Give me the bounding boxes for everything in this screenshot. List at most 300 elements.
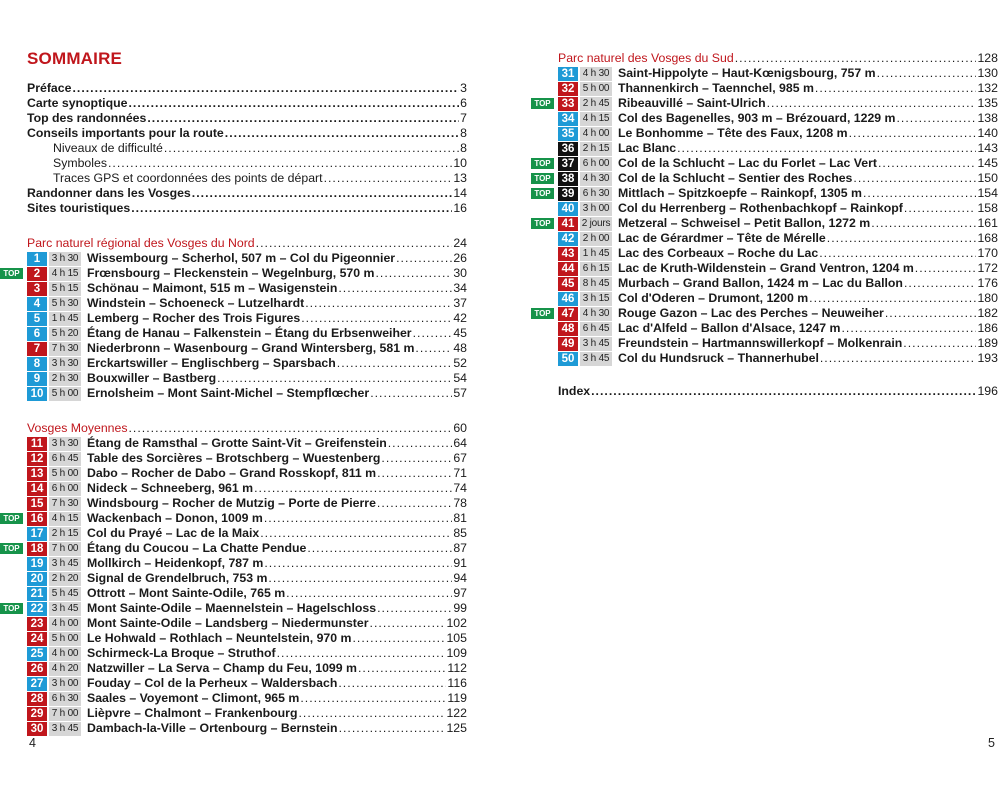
dot-leader	[300, 691, 446, 706]
hike-title: Table des Sorcières – Brotschberg – Wuestenberg	[87, 451, 381, 465]
hike-duration: 4 h 00	[580, 127, 612, 141]
hike-title: Le Bonhomme – Tête des Faux, 1208 m	[618, 126, 848, 140]
hike-title: Thannenkirch – Taennchel, 985 m	[618, 81, 814, 95]
hike-page: 130	[977, 66, 998, 80]
entry-page: 8	[460, 126, 467, 140]
hike-duration: 6 h 45	[580, 322, 612, 336]
hike-page: 74	[453, 481, 467, 495]
hike-number: 23	[27, 617, 47, 631]
hike-entry[interactable]	[558, 351, 998, 366]
hike-entry[interactable]	[27, 466, 467, 481]
dot-leader	[381, 451, 452, 466]
hike-number: 16	[27, 512, 47, 526]
hike-page: 94	[453, 571, 467, 585]
hike-entry[interactable]	[27, 661, 467, 676]
hike-title: Erckartswiller – Englischberg – Sparsbach	[87, 356, 336, 370]
hike-title: Lac des Corbeaux – Roche du Lac	[618, 246, 819, 260]
hike-number: 50	[558, 352, 578, 366]
dot-leader	[849, 126, 977, 141]
entry-page: 13	[453, 171, 467, 185]
entry-page: 7	[460, 111, 467, 125]
entry-label: Carte synoptique	[27, 96, 128, 110]
hike-entry[interactable]	[27, 356, 467, 371]
hike-entry[interactable]	[27, 251, 467, 266]
hike-duration: 5 h 00	[49, 467, 81, 481]
hike-entry[interactable]	[558, 291, 998, 306]
hike-entry[interactable]	[27, 616, 467, 631]
hike-duration: 6 h 45	[49, 452, 81, 466]
toc-entry[interactable]	[27, 111, 467, 126]
hike-entry[interactable]	[27, 341, 467, 356]
dot-leader	[164, 141, 459, 156]
top-badge: TOP	[531, 308, 554, 319]
dot-leader	[338, 676, 446, 691]
hike-duration: 3 h 45	[580, 337, 612, 351]
hike-entry[interactable]	[534, 171, 998, 186]
dot-leader	[370, 386, 452, 401]
hike-title: Windsbourg – Rocher de Mutzig – Porte de Pierre	[87, 496, 376, 510]
dot-leader	[815, 81, 977, 96]
hike-number: 2	[27, 267, 47, 281]
hike-duration: 3 h 45	[49, 557, 81, 571]
toc-entry[interactable]	[27, 201, 467, 216]
hike-duration: 5 h 00	[580, 82, 612, 96]
hike-duration: 4 h 00	[49, 617, 81, 631]
entry-label: Conseils importants pour la route	[27, 126, 224, 140]
hike-duration: 2 h 45	[580, 97, 612, 111]
hike-number: 22	[27, 602, 47, 616]
dot-leader	[853, 171, 976, 186]
hike-title: Freundstein – Hartmannswillerkopf – Molkenrain	[618, 336, 903, 350]
hike-duration: 6 h 15	[580, 262, 612, 276]
hike-number: 30	[27, 722, 47, 736]
entry-page: 14	[453, 186, 467, 200]
hike-entry[interactable]	[27, 691, 467, 706]
top-badge: TOP	[0, 543, 23, 554]
hike-duration: 4 h 00	[49, 647, 81, 661]
page-number-right: 5	[988, 736, 995, 750]
hike-entry[interactable]	[534, 306, 998, 321]
hike-duration: 4 h 15	[49, 267, 81, 281]
hike-duration: 7 h 30	[49, 342, 81, 356]
hike-duration: 6 h 30	[49, 692, 81, 706]
hike-page: 30	[453, 266, 467, 280]
hike-page: 102	[446, 616, 467, 630]
dot-leader	[339, 721, 446, 736]
hike-number: 26	[27, 662, 47, 676]
hike-entry[interactable]	[27, 436, 467, 451]
front-matter-list	[27, 81, 467, 216]
hike-page: 112	[447, 661, 467, 675]
hike-page: 168	[977, 231, 998, 245]
page-number-left: 4	[29, 736, 36, 750]
hike-page: 193	[977, 351, 998, 365]
toc-entry[interactable]	[27, 186, 467, 201]
hike-title: Schirmeck-La Broque – Struthof	[87, 646, 276, 660]
hike-page: 91	[453, 556, 467, 570]
hike-number: 12	[27, 452, 47, 466]
hike-number: 44	[558, 262, 578, 276]
entry-label: Niveaux de difficulté	[53, 141, 163, 155]
dot-leader	[735, 51, 977, 66]
dot-leader	[277, 646, 446, 661]
hike-entry[interactable]	[558, 201, 998, 216]
hike-duration: 4 h 15	[580, 112, 612, 126]
hike-entry[interactable]	[27, 721, 467, 736]
toc-entry[interactable]	[27, 126, 467, 141]
entry-page: 10	[453, 156, 467, 170]
hike-number: 48	[558, 322, 578, 336]
dot-leader	[128, 96, 459, 111]
dot-leader	[915, 261, 977, 276]
hike-title: Mont Sainte-Odile – Landsberg – Niedermunster	[87, 616, 369, 630]
dot-leader	[72, 81, 459, 96]
dot-leader	[842, 321, 977, 336]
dot-leader	[904, 201, 977, 216]
hike-title: Saint-Hippolyte – Haut-Kœnigsbourg, 757 m	[618, 66, 876, 80]
hike-title: Col du Prayé – Lac de la Maix	[87, 526, 260, 540]
hike-duration: 3 h 45	[49, 722, 81, 736]
hike-entry[interactable]	[27, 326, 467, 341]
hike-entry[interactable]	[534, 156, 998, 171]
entry-label: Symboles	[53, 156, 107, 170]
dot-leader	[129, 421, 453, 436]
hike-title: Wackenbach – Donon, 1009 m	[87, 511, 263, 525]
hike-title: Bouxwiller – Bastberg	[87, 371, 217, 385]
hike-duration: 4 h 20	[49, 662, 81, 676]
hike-entry[interactable]	[534, 186, 998, 201]
dot-leader	[225, 126, 459, 141]
dot-leader	[871, 216, 976, 231]
hike-page: 170	[977, 246, 998, 260]
hike-duration: 3 h 45	[580, 352, 612, 366]
dot-leader	[396, 251, 452, 266]
entry-label: Top des randonnées	[27, 111, 147, 125]
top-badge: TOP	[531, 173, 554, 184]
hike-page: 132	[977, 81, 998, 95]
dot-leader	[897, 111, 977, 126]
hike-number: 9	[27, 372, 47, 386]
dot-leader	[260, 526, 452, 541]
hike-page: 99	[453, 601, 467, 615]
hike-entry[interactable]	[534, 96, 998, 111]
hike-number: 7	[27, 342, 47, 356]
hike-entry[interactable]	[27, 631, 467, 646]
entry-label: Traces GPS et coordonnées des points de départ	[53, 171, 323, 185]
hike-title: Lièpvre – Chalmont – Frankenbourg	[87, 706, 298, 720]
hike-title: Mont Sainte-Odile – Maennelstein – Hagelschloss	[87, 601, 377, 615]
hike-entry[interactable]	[558, 261, 998, 276]
hike-entry[interactable]	[27, 556, 467, 571]
hike-entry[interactable]	[27, 451, 467, 466]
dot-leader	[217, 371, 452, 386]
hike-duration: 5 h 15	[49, 282, 81, 296]
hike-entry[interactable]	[558, 321, 998, 336]
dot-leader	[338, 281, 452, 296]
hike-entry[interactable]	[27, 371, 467, 386]
hike-entry[interactable]	[27, 481, 467, 496]
hike-title: Frœnsbourg – Fleckenstein – Wegelnburg, 570 m	[87, 266, 375, 280]
hike-duration: 7 h 30	[49, 497, 81, 511]
hike-title: Fouday – Col de la Perheux – Waldersbach	[87, 676, 338, 690]
hike-page: 34	[453, 281, 467, 295]
dot-leader	[903, 336, 976, 351]
hike-duration: 5 h 45	[49, 587, 81, 601]
hike-title: Saales – Voyemont – Climont, 965 m	[87, 691, 300, 705]
toc-entry[interactable]	[27, 171, 467, 186]
hike-page: 57	[453, 386, 467, 400]
hike-duration: 3 h 30	[49, 437, 81, 451]
dot-leader	[767, 96, 977, 111]
dot-leader	[677, 141, 976, 156]
hike-entry[interactable]	[558, 231, 998, 246]
hike-page: 78	[453, 496, 467, 510]
hike-number: 28	[27, 692, 47, 706]
dot-leader	[863, 186, 977, 201]
hike-title: Étang de Hanau – Falkenstein – Étang du Erbsenweiher	[87, 326, 412, 340]
hike-title: Col d'Oderen – Drumont, 1200 m	[618, 291, 809, 305]
hike-entry[interactable]	[558, 336, 998, 351]
hike-duration: 3 h 00	[49, 677, 81, 691]
hike-duration: 4 h 15	[49, 512, 81, 526]
toc-entry[interactable]	[27, 156, 467, 171]
hike-entry[interactable]	[27, 526, 467, 541]
page-title: SOMMAIRE	[27, 49, 123, 68]
dot-leader	[352, 631, 445, 646]
dot-leader	[298, 706, 445, 721]
dot-leader	[254, 481, 452, 496]
hike-page: 145	[977, 156, 998, 170]
hike-page: 186	[977, 321, 998, 335]
hike-number: 17	[27, 527, 47, 541]
dot-leader	[878, 156, 976, 171]
hike-number: 21	[27, 587, 47, 601]
dot-leader	[415, 341, 452, 356]
hike-page: 135	[977, 96, 998, 110]
hike-page: 85	[453, 526, 467, 540]
hike-entry[interactable]	[27, 586, 467, 601]
hike-page: 158	[977, 201, 998, 215]
toc-entry[interactable]	[27, 141, 467, 156]
index-entry[interactable]	[558, 384, 998, 399]
hike-page: 138	[977, 111, 998, 125]
hike-title: Ernolsheim – Mont Saint-Michel – Stempflœcher	[87, 386, 370, 400]
hike-number: 5	[27, 312, 47, 326]
entry-page: 3	[460, 81, 467, 95]
hike-number: 4	[27, 297, 47, 311]
hike-page: 176	[977, 276, 998, 290]
hike-title: Étang du Coucou – La Chatte Pendue	[87, 541, 307, 555]
entry-page: 60	[453, 421, 467, 435]
hike-number: 49	[558, 337, 578, 351]
hike-number: 19	[27, 557, 47, 571]
hike-duration: 7 h 00	[49, 707, 81, 721]
entry-page: 128	[977, 51, 998, 65]
hike-duration: 1 h 45	[580, 247, 612, 261]
hike-duration: 6 h 30	[580, 187, 612, 201]
hike-page: 180	[977, 291, 998, 305]
hike-title: Murbach – Grand Ballon, 1424 m – Lac du Ballon	[618, 276, 903, 290]
hike-entry[interactable]	[558, 81, 998, 96]
hike-number: 20	[27, 572, 47, 586]
hike-page: 52	[453, 356, 467, 370]
hike-entry[interactable]	[3, 511, 467, 526]
hike-title: Windstein – Schoeneck – Lutzelhardt	[87, 296, 305, 310]
hike-number: 3	[27, 282, 47, 296]
hike-title: Mittlach – Spitzkoepfe – Rainkopf, 1305 m	[618, 186, 862, 200]
entry-label: Randonner dans les Vosges	[27, 186, 191, 200]
hike-duration: 2 h 30	[49, 372, 81, 386]
region-heading[interactable]	[558, 51, 998, 66]
hike-duration: 3 h 30	[49, 252, 81, 266]
dot-leader	[375, 266, 452, 281]
dot-leader	[809, 291, 976, 306]
hike-page: 54	[453, 371, 467, 385]
dot-leader	[413, 326, 453, 341]
hike-entry[interactable]	[27, 646, 467, 661]
hike-entry[interactable]	[27, 386, 467, 401]
dot-leader	[885, 306, 977, 321]
hike-page: 26	[453, 251, 467, 265]
hike-number: 34	[558, 112, 578, 126]
hike-title: Col de la Schlucht – Sentier des Roches	[618, 171, 853, 185]
hike-page: 154	[977, 186, 998, 200]
hike-page: 48	[453, 341, 467, 355]
hike-entry[interactable]	[558, 276, 998, 291]
left-sections	[3, 236, 467, 736]
entry-page: 6	[460, 96, 467, 110]
hike-number: 18	[27, 542, 47, 556]
hike-number: 45	[558, 277, 578, 291]
hike-duration: 2 h 20	[49, 572, 81, 586]
hike-entry[interactable]	[558, 141, 998, 156]
region-heading[interactable]	[27, 236, 467, 251]
hike-title: Dabo – Rocher de Dabo – Grand Rosskopf, 811 m	[87, 466, 377, 480]
hike-duration: 4 h 30	[580, 307, 612, 321]
toc-entry[interactable]	[27, 81, 467, 96]
hike-duration: 2 h 15	[580, 142, 612, 156]
hike-title: Mollkirch – Heidenkopf, 787 m	[87, 556, 264, 570]
hike-entry[interactable]	[3, 266, 467, 281]
hike-number: 10	[27, 387, 47, 401]
hike-number: 33	[558, 97, 578, 111]
hike-title: Ottrott – Mont Sainte-Odile, 765 m	[87, 586, 286, 600]
hike-duration: 6 h 00	[580, 157, 612, 171]
hike-title: Col du Herrenberg – Rothenbachkopf – Rainkopf	[618, 201, 903, 215]
hike-number: 38	[558, 172, 578, 186]
region-heading[interactable]	[27, 421, 467, 436]
hike-duration: 5 h 00	[49, 387, 81, 401]
hike-page: 150	[977, 171, 998, 185]
hike-duration: 7 h 00	[49, 542, 81, 556]
hike-entry[interactable]	[27, 496, 467, 511]
dot-leader	[377, 601, 452, 616]
hike-duration: 2 jours	[581, 217, 611, 229]
hike-title: Le Hohwald – Rothlach – Neuntelstein, 970 m	[87, 631, 352, 645]
hike-entry[interactable]	[558, 126, 998, 141]
dot-leader	[820, 351, 977, 366]
dot-leader	[591, 384, 976, 399]
dot-leader	[286, 586, 452, 601]
hike-title: Rouge Gazon – Lac des Perches – Neuweiher	[618, 306, 884, 320]
hike-title: Ribeauvillé – Saint-Ulrich	[618, 96, 766, 110]
index-page: 196	[977, 384, 998, 398]
hike-number: 8	[27, 357, 47, 371]
hike-entry[interactable]	[558, 111, 998, 126]
dot-leader	[827, 231, 977, 246]
hike-title: Col de la Schlucht – Lac du Forlet – Lac Vert	[618, 156, 877, 170]
hike-entry[interactable]	[27, 571, 467, 586]
hike-entry[interactable]	[27, 281, 467, 296]
hike-title: Natzwiller – La Serva – Champ du Feu, 1099 m	[87, 661, 357, 675]
hike-title: Lac de Kruth-Wildenstein – Grand Ventron, 1204 m	[618, 261, 914, 275]
hike-entry[interactable]	[558, 66, 998, 81]
toc-entry[interactable]	[27, 96, 467, 111]
hike-number: 43	[558, 247, 578, 261]
hike-duration: 6 h 00	[49, 482, 81, 496]
dot-leader	[324, 171, 453, 186]
hike-number: 14	[27, 482, 47, 496]
hike-title: Lac d'Alfeld – Ballon d'Alsace, 1247 m	[618, 321, 841, 335]
hike-entry[interactable]	[27, 676, 467, 691]
hike-number: 24	[27, 632, 47, 646]
hike-page: 81	[453, 511, 467, 525]
hike-duration: 5 h 00	[49, 632, 81, 646]
top-badge: TOP	[0, 603, 23, 614]
entry-label: Parc naturel des Vosges du Sud	[558, 51, 734, 65]
hike-duration: 8 h 45	[580, 277, 612, 291]
hike-number: 47	[558, 307, 578, 321]
dot-leader	[147, 111, 459, 126]
dot-leader	[307, 541, 452, 556]
hike-number: 25	[27, 647, 47, 661]
hike-entry[interactable]	[534, 216, 998, 231]
hike-entry[interactable]	[3, 541, 467, 556]
dot-leader	[305, 296, 452, 311]
hike-page: 119	[447, 691, 467, 705]
hike-duration: 3 h 15	[580, 292, 612, 306]
hike-entry[interactable]	[27, 296, 467, 311]
dot-leader	[264, 511, 452, 526]
hike-duration: 5 h 20	[49, 327, 81, 341]
hike-number: 29	[27, 707, 47, 721]
top-badge: TOP	[531, 158, 554, 169]
hike-page: 105	[446, 631, 467, 645]
hike-entry[interactable]	[558, 246, 998, 261]
top-badge: TOP	[0, 513, 23, 524]
dot-leader	[192, 186, 453, 201]
hike-page: 161	[977, 216, 998, 230]
dot-leader	[264, 556, 452, 571]
hike-duration: 3 h 30	[49, 357, 81, 371]
hike-duration: 2 h 15	[49, 527, 81, 541]
dot-leader	[131, 201, 452, 216]
hike-page: 143	[977, 141, 998, 155]
hike-duration: 3 h 45	[49, 602, 81, 616]
dot-leader	[256, 236, 453, 251]
dot-leader	[904, 276, 977, 291]
hike-number: 27	[27, 677, 47, 691]
hike-title: Lac de Gérardmer – Tête de Mérelle	[618, 231, 826, 245]
hike-entry[interactable]	[27, 706, 467, 721]
hike-number: 40	[558, 202, 578, 216]
dot-leader	[268, 571, 452, 586]
hike-title: Niederbronn – Wasenbourg – Grand Wintersberg, 581 m	[87, 341, 415, 355]
hike-entry[interactable]	[27, 311, 467, 326]
hike-title: Signal de Grendelbruch, 753 m	[87, 571, 268, 585]
hike-number: 46	[558, 292, 578, 306]
hike-entry[interactable]	[3, 601, 467, 616]
